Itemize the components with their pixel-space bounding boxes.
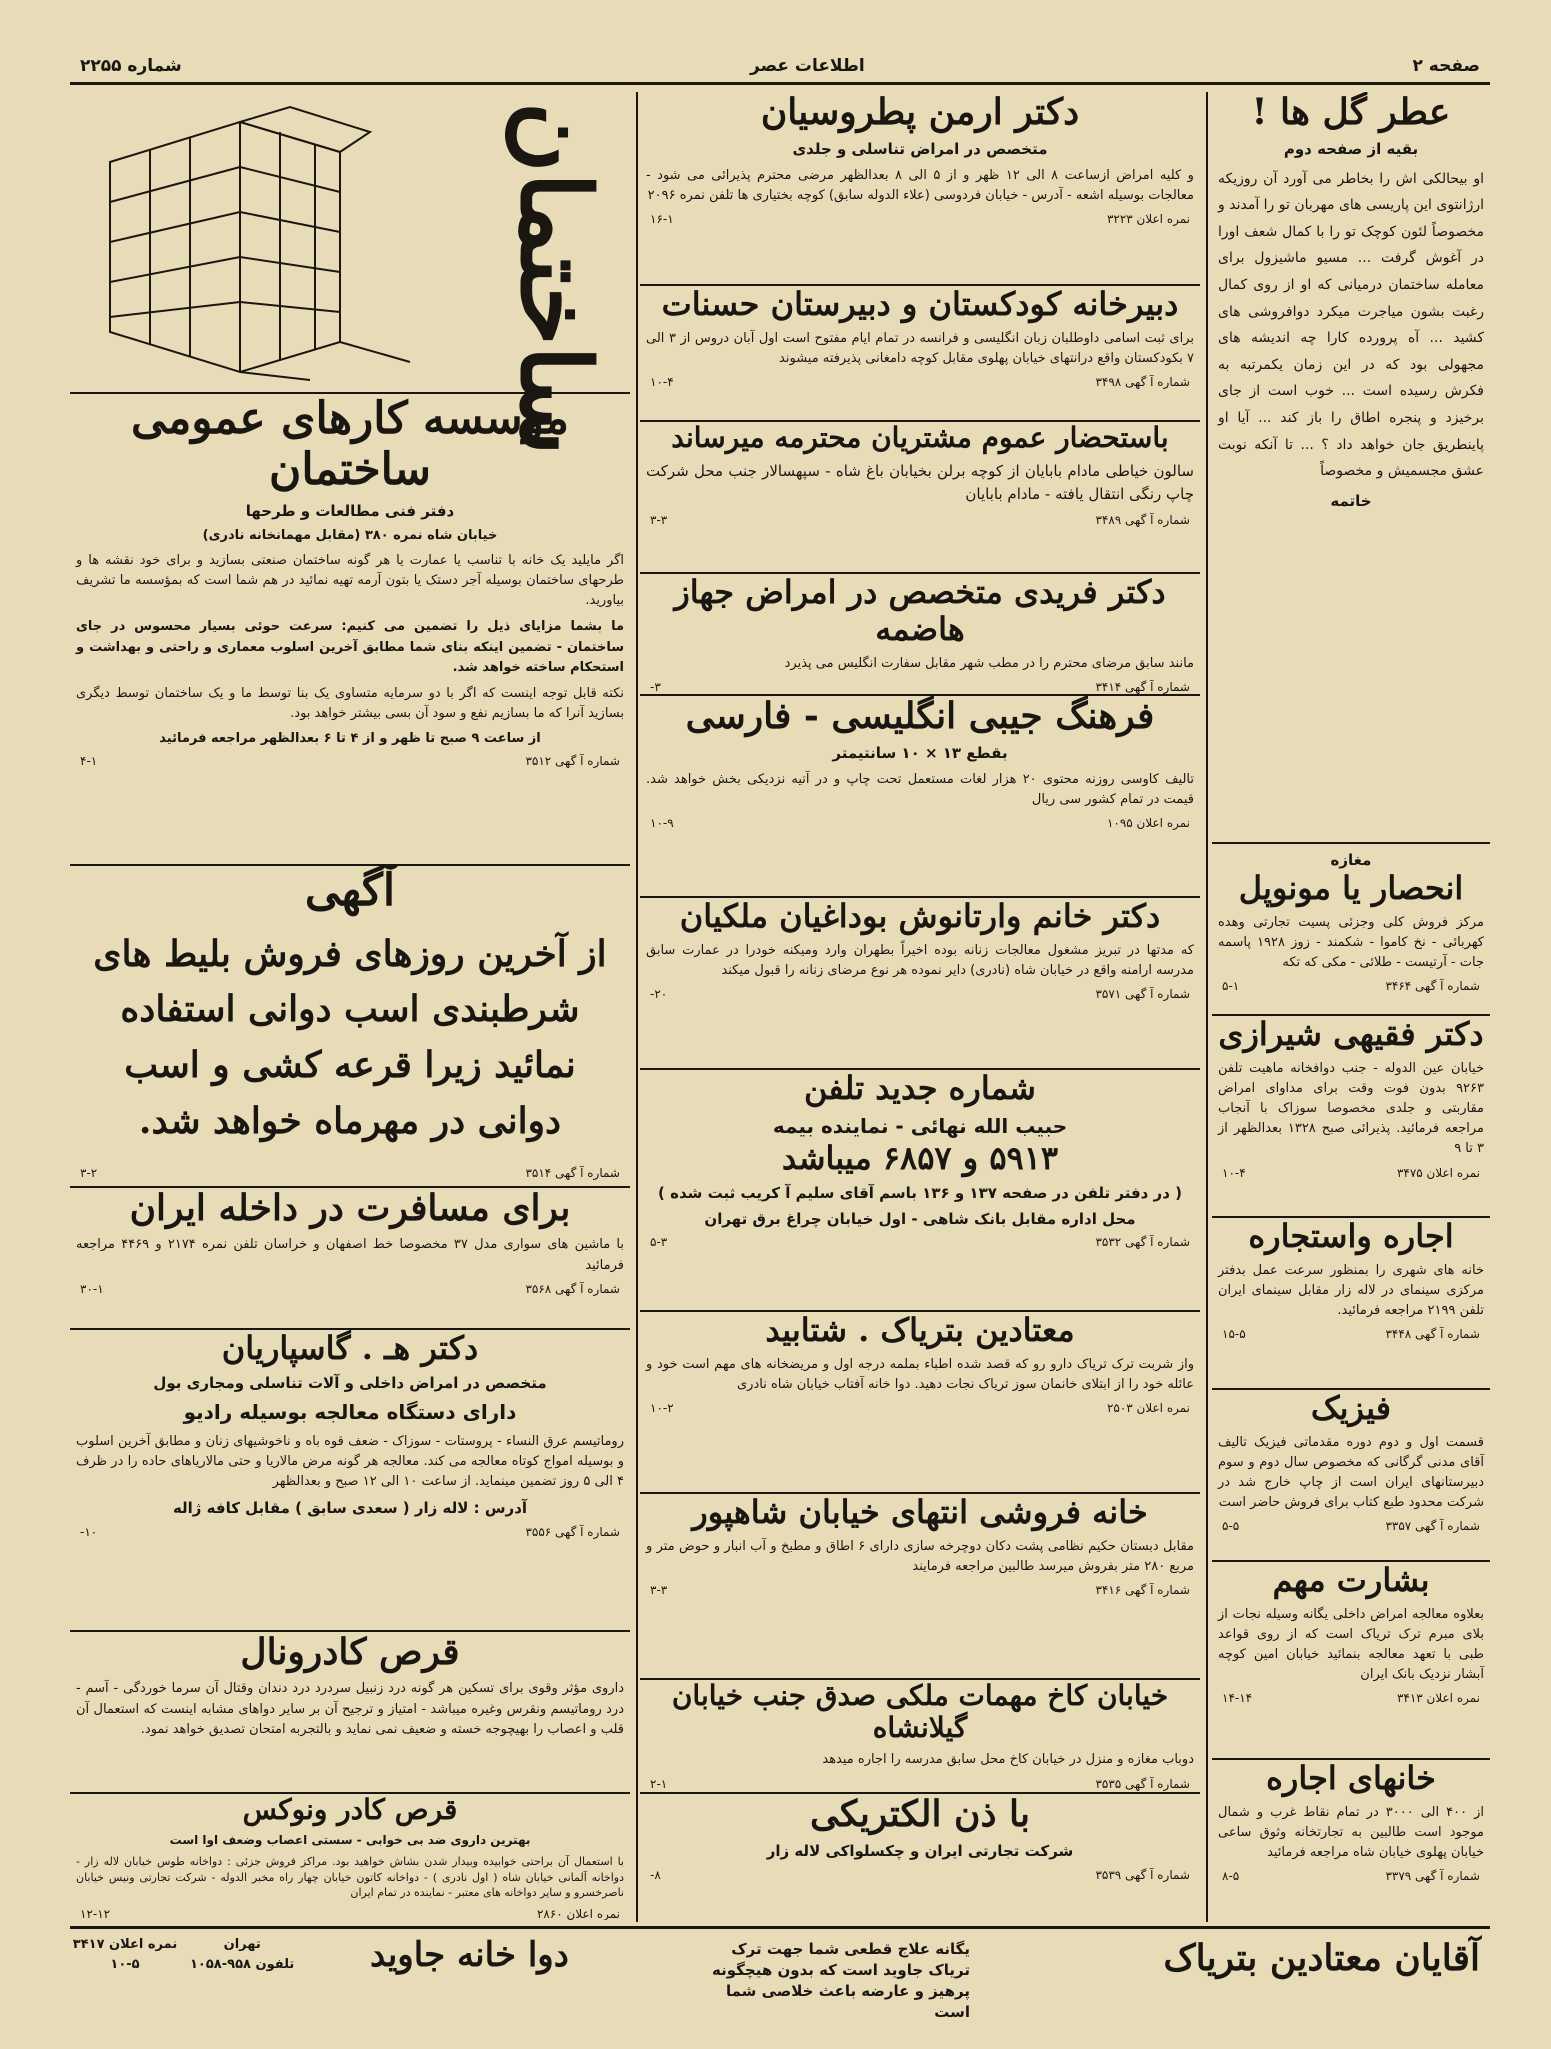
ad-besharat	[1212, 1562, 1490, 1760]
ad-address: خیابان شاه نمره ۳۸۰ (مقابل مهمانخانه نادری)	[202, 528, 498, 544]
ad-number: شماره آ گهی ۳۴۴۸	[1385, 1327, 1480, 1342]
banner-text: یگانه علاج قطعی شما جهت ترک تریاک جاوید است که بدون هیچگونه پرهیز و عارضه باعث خلاصی شما است	[712, 1940, 970, 2021]
ad-body: داروی مؤثر وقوی برای تسکین هر گونه درد زنبیل سردرد درد دندان وقتال آن سرما خوردگی - آسم - درد روماتیسم ونقرس وغیره میباشد - امتیاز و ترجیح آن بر سایر دواهای مشابه اینست که استعمال آن قلب و اعصاب را بهیچوجه خسته و ضعیف نمی نماید و بالتجربه امتحان تصدیق خواهد نمود.	[76, 1681, 624, 1737]
ad-number: شماره آ گهی ۳۵۳۲	[1095, 1235, 1190, 1250]
ad-body: دوباب مغازه و منزل در خیابان کاخ محل سابق مدرسه را اجاره میدهد	[822, 1752, 1194, 1768]
banner-phone	[190, 1935, 294, 1974]
ad-dr-gasparian	[70, 1330, 630, 1632]
newspaper-name: اطلاعات عصر	[750, 56, 865, 76]
ad-dr-petrosian	[640, 92, 1200, 286]
ad-ghors-kadronox	[70, 1794, 630, 1920]
ad-khane-ejare	[1212, 1760, 1490, 1920]
ad-body: مانند سابق مرضای محترم را در مطب شهر مقابل سفارت انگلیس می پذیرد	[784, 655, 1194, 671]
ad-body: مرکز فروش کلی وجزئی پسیت تجارتی وهده کهربائی - نخ کاموا - شکمند - زوز ۱۹۲۸ پاسمه جات - آرتیست - طلائی - مکی که تکه	[1218, 915, 1484, 971]
ad-telefon	[640, 1070, 1200, 1312]
banner-city: تهران	[223, 1937, 261, 1952]
ad-title: اجاره واستجاره	[1248, 1218, 1454, 1255]
ad-number: شماره آ گهی ۳۴۱۶	[1095, 1583, 1190, 1598]
bottom-banner-ad	[70, 1926, 1490, 2021]
ad-body: با ماشین های سواری مدل ۳۷ مخصوصا خط اصفهان و خراسان تلفن نمره ۲۱۷۴ و ۴۴۶۹ مراجعه فرمائید	[76, 1237, 624, 1273]
ad-atr-gol-ha	[1212, 92, 1490, 844]
ad-title: معتادین بتریاک . شتابید	[765, 1312, 1075, 1349]
ad-number: نمره اعلان ۱۰۹۵	[1106, 815, 1190, 830]
ad-title: قرص کادرونال	[240, 1632, 460, 1673]
ad-title: آگهی	[304, 866, 396, 916]
column-middle	[640, 92, 1200, 1922]
ad-title: دبیرخانه کودکستان و دبیرستان حسنات	[661, 286, 1179, 323]
ad-code: ۱۰-۴	[1222, 1165, 1246, 1180]
page-number: صفحه ۲	[1412, 56, 1480, 76]
ad-subtitle: بهترین داروی ضد بی خوابی - سستی اعصاب وضعف اوا است	[169, 1833, 531, 1848]
ad-code: ۱۰-۲	[650, 1401, 674, 1416]
ad-body: مقابل دبستان حکیم نظامی پشت دکان دوچرخه سازی دارای ۶ اطاق و مطبخ و آب انبار و حوض متر و مربع ۲۸۰ متر بفروش میرسد طالبین مراجعه فرمایند	[646, 1538, 1194, 1574]
story-subtitle: بقیه از صفحه دوم	[1283, 140, 1419, 159]
ad-code: ۱۵-۵	[1222, 1327, 1246, 1342]
ad-number: نمره اعلان ۳۴۱۳	[1396, 1691, 1480, 1706]
ad-kicker: مغازه	[1330, 851, 1372, 869]
ad-title: فرهنگ جیبی انگلیسی - فارسی	[685, 696, 1155, 737]
ad-number: نمره اعلان ۲۸۶۰	[536, 1906, 620, 1920]
ad-code: ۳۰-۱	[80, 1281, 104, 1296]
ad-physic	[1212, 1390, 1490, 1562]
ad-code: ۱۰-۴	[650, 375, 674, 390]
ad-body: سالون خیاطی مادام بابایان از کوچه برلن بخیابان باغ شاه - سپهسالار جنب محل شرکت چاپ رنگی انتقال یافته - مادام بابایان	[646, 462, 1194, 504]
ad-shashtabid	[640, 1312, 1200, 1494]
ad-number: شماره آ گهی ۳۳۵۷	[1385, 1519, 1480, 1534]
ad-note: ( در دفتر تلفن در صفحه ۱۳۷ و ۱۳۶ باسم آقای سلیم آ کریب ثبت شده )	[658, 1183, 1182, 1202]
story-body: او بیحالکی اش را بخاطر می آورد آن روزیکه ارژانتوی این پاریسی های مهربان تو را آمدند و مخصوصاً لئون کوچک تو را با کمال شعف اورا در آغوش گرفت ... مسیو ماشیزول برای معامله ساختمان درمیانی که او از روی کمال رغبت بشون میاجرت میکرد دوافروشی های کشید ... آه پرورده کارا چه اندیشه های مجهولی بود که در این زمان یکمرتبه به فکرش رسیده است ... خوب است از جای برخیزد و پنجره اطاق را باز کند ... آیا او پاینطریق جان خواهد داد ؟ ... تا آنکه نوبت عشق مجسمیش و مخصوصاً	[1218, 170, 1484, 480]
ad-body: خیابان عین الدوله - جنب دوافخانه ماهیت تلفن ۹۲۶۳ بدون فوت وقت برای مداوای امراض مقاربتی و جلدی مخصوصا سوزاک با آنجاب مراجعه فرمائید. پذیرائی صبح ۱۳۲۸ بعدالظهر از ۳ تا ۹	[1218, 1060, 1484, 1157]
ad-title: دکتر هـ . گاسپاریان	[221, 1330, 479, 1367]
ad-code: ۱۶-۱	[650, 211, 674, 226]
ad-body: با استعمال آن براحتی خوابیده وبیدار شدن بشاش خواهید بود. مراکز فروش جزئی : دواخانه طوس خیابان لاله زار - دواخانه آلمانی خیابان شاه ( اول نادری ) - دواخانه کاتون خیابان چهار راه مخبر الدوله - شرکت تجارتی ونیس خیابان ناصرخسرو و سایر دواخانه های معتبر - نماینده در تمام ایران	[76, 1855, 624, 1900]
ad-dr-faridi	[640, 574, 1200, 696]
column-rule	[1206, 92, 1208, 1922]
ad-body: و کلیه امراض ازساعت ۸ الی ۱۲ ظهر و از ۵ الی ۸ بعدالظهر مرضی محترم پذیرائی می شود - معالجات بوسیله اشعه - آدرس - خیابان فردوسی (علاء الدوله سابق) کوچه بختیاری ها تلفن نمره ۲۰۹۶	[646, 167, 1194, 203]
ad-body: که مدتها در تبریز مشغول معالجات زنانه بوده اخیراً بطهران وارد ومیکنه خودرا در عمارت سابق مدرسه ارامنه واقع در خیابان شاه (نادری) دایر نموده هر نوع مرضای زنانه را قبول میکند	[646, 942, 1194, 978]
ad-bazan	[640, 1794, 1200, 1920]
ad-code: ۳-۲	[80, 1165, 98, 1180]
ad-body: ما بشما مزایای ذیل را تضمین می کنیم: سرعت حوئی بسیار محسوس در جای ساختمان - تضمین اینکه بنای شما مطابق آخرین اسلوب معماری و راحتی و بهداشت و استحکام ساخته خواهد شد.	[76, 619, 624, 675]
ad-number: شماره آ گهی ۳۵۵۶	[525, 1524, 620, 1539]
banner-headline: آقایان معتادین بتریاک	[1163, 1937, 1480, 1979]
ad-code: ۱۰-۵	[110, 1956, 140, 1972]
ad-body: بعلاوه معالجه امراض داخلی یگانه وسیله نجات از بلای مبرم ترک تریاک است که از روی قواعد طبی با تعهد معالجه بنمائید خیابان امین کوچه آبشار نزدیک بانک ایران	[1218, 1606, 1484, 1683]
ad-agahi	[70, 866, 630, 1188]
ad-sadegh	[640, 1680, 1200, 1794]
ad-ejare	[1212, 1218, 1490, 1390]
ad-body: روماتیسم عرق النساء - پروستات - سوزاک - ضعف قوه باه و ناخوشیهای زنان و مطابق آخرین اسلوب و بوسیله امواج کوتاه معالجه می کند. معالجه هر گونه مرض مالاریا و حتی مالاریاهای حاده را در ظرف ۴ الی ۵ روز تضمین مینماید. از ساعت ۱۰ الی ۱۲ صبح و بعدالظهر	[76, 1434, 624, 1490]
ad-number: شماره آ گهی ۳۵۶۸	[525, 1281, 620, 1296]
ad-subtitle: دارای دستگاه معالجه بوسیله رادیو	[183, 1400, 517, 1425]
ad-code: ۵-۵	[1222, 1519, 1240, 1534]
ad-title: دکتر خانم وارتانوش بوداغیان ملکیان	[679, 898, 1161, 935]
ad-body: واز شربت ترک تریاک دارو رو که قصد شده اطباء بملمه درجه اول و مریضخانه های مهم است خود و عائله خود را از ابتلای خانمان سوز تریاک نجات دهید. دوا خانه آفتاب خیابان شاه نادری	[646, 1356, 1194, 1392]
ad-title: خیابان کاخ مهمات ملکی صدق جنب خیابان گیلانشاه	[671, 1680, 1169, 1745]
ad-code: ۳-۳	[650, 512, 668, 527]
ad-address: محل اداره مقابل بانک شاهی - اول خیابان چراغ برق تهران	[704, 1209, 1136, 1228]
ad-number: شماره آ گهی ۳۵۱۴	[525, 1165, 620, 1180]
ad-code: ۱۰-۹	[650, 815, 674, 830]
ad-shapur-house	[640, 1494, 1200, 1680]
ad-number: شماره آ گهی ۳۴۹۸	[1095, 375, 1190, 390]
ad-title: انحصار یا مونوپل	[1238, 869, 1464, 908]
ad-body: برای ثبت اسامی داوطلبان زبان انگلیسی و فرانسه در تمام ایام مفتوح است اول آبان دروس از ۳ الی ۷ بکودکستان واقع درانتهای خیابان پهلوی مقابل کوچه دامغانی پذیرفته میشوند	[646, 330, 1195, 366]
ad-body: تالیف کاوسی روزنه محتوی ۲۰ هزار لغات مستعمل تحت چاپ و در آتیه نزدیکی بخش خواهد شد. قیمت در تمام کشور سی ریال	[646, 771, 1195, 807]
ad-title: موسسه کارهای عمومی ساختمان	[131, 394, 569, 495]
ad-hours: از ساعت ۹ صبح تا ظهر و از ۴ تا ۶ بعدالظهر مراجعه فرمائید	[159, 731, 541, 747]
ad-title: قرص کادر ونوکس	[242, 1794, 458, 1826]
ad-code: ۸-	[650, 1867, 661, 1882]
ad-body: نکته قابل توجه اینست که اگر با دو سرمایه متساوی یک بنا توسط ما و یک ساختمان توسط دیگری بسازید آنرا که ما بسازیم نفع و سود آن بسی بیشتر خواهد بود.	[76, 685, 624, 721]
column-rule	[636, 92, 638, 1922]
ad-text: از آخرین روزهای فروش بلیط های شرطبندی اسب دوانی استفاده نمائید زیرا قرعه کشی و اسب دوانی در مهرماه خواهد شد.	[93, 932, 607, 1142]
ad-code: ۱۲-۱۲	[80, 1906, 111, 1920]
calligraphy-title: ساختمان	[499, 102, 612, 456]
ad-subtitle: حبیب الله نهائی - نماینده بیمه	[772, 1113, 1068, 1138]
ad-code: ۳-	[650, 679, 661, 694]
ad-subtitle: دفتر فنی مطالعات و طرحها	[245, 502, 455, 521]
ad-number: شماره آ گهی ۳۳۷۹	[1385, 1869, 1480, 1884]
ad-title: فیزیک	[1310, 1390, 1392, 1427]
ad-title: باستحضار عموم مشتریان محترمه میرساند	[671, 422, 1169, 454]
ad-title: برای مسافرت در داخله ایران	[129, 1188, 571, 1229]
ad-number: شماره آ گهی ۳۵۷۱	[1095, 987, 1190, 1002]
ad-hasanat-school	[640, 286, 1200, 422]
ad-code: ۲-۱	[650, 1776, 668, 1791]
ad-code: ۱۰-	[80, 1524, 98, 1539]
ad-number: شماره آ گهی ۳۴۶۴	[1385, 979, 1480, 994]
ad-mosaseh	[70, 394, 630, 866]
ad-body: از ۴۰۰ الی ۳۰۰۰ در تمام نقاط غرب و شمال موجود است طالبین به تجارتخانه وثوق ساعی خیابان پهلوی خیابان شاه مراجعه فرمائید	[1218, 1804, 1484, 1861]
ad-number: شماره آ گهی ۳۴۸۹	[1095, 512, 1190, 527]
ad-number: نمره اعلان ۲۵۰۳	[1106, 1401, 1190, 1416]
ad-body: اگر مایلید یک خانه با تناسب یا عمارت یا هر گونه ساختمان صنعتی بسازید و برای خود نقشه ها و طرحهای ساختمان بوسیله آجر دستک یا بتون آرمه تهیه نمائید در هم شما است که بمؤسسه ما تشریف بیاورید.	[76, 552, 624, 609]
ad-number: شماره آ گهی ۳۵۳۹	[1095, 1867, 1190, 1882]
ad-mosaferat	[70, 1188, 630, 1330]
ad-subtitle: متخصص در امراض تناسلی و جلدی	[792, 140, 1048, 159]
column-right	[1212, 92, 1490, 1922]
ad-code: ۱۴-۱۴	[1222, 1691, 1253, 1706]
ad-title: شماره جدید تلفن	[804, 1070, 1036, 1107]
column-left	[70, 92, 630, 1922]
issue-number: شماره ۲۲۵۵	[80, 56, 182, 76]
ad-phone-numbers: ۵۹۱۳ و ۶۸۵۷ میباشد	[781, 1138, 1059, 1177]
ad-code: ۴-۱	[80, 753, 98, 768]
ad-ghors-kadronal	[70, 1632, 630, 1794]
masthead	[70, 52, 1490, 85]
ad-number: نمره اعلان ۳۲۲۳	[1106, 211, 1190, 226]
ad-farhang	[640, 696, 1200, 898]
ad-title: دکتر فقیهی شیرازی	[1218, 1016, 1484, 1053]
ad-address: آدرس : لاله زار ( سعدی سابق ) مقابل کافه ژاله	[172, 1499, 528, 1518]
ad-dr-dagheyan	[640, 898, 1200, 1070]
banner-phone-number: تلفون ۹۵۸-۱۰۵۸	[190, 1956, 295, 1972]
ad-subtitle: بقطع ۱۳ × ۱۰ سانتیمتر	[832, 744, 1008, 763]
ad-estehzar	[640, 422, 1200, 574]
ad-number: شماره آ گهی ۳۵۱۲	[525, 753, 620, 768]
ad-title: خانهای اجاره	[1266, 1760, 1436, 1797]
ad-title: دکتر ارمن پطروسیان	[760, 92, 1080, 133]
ad-monopol	[1212, 844, 1490, 1016]
ad-number: نمره اعلان ۳۴۷۵	[1396, 1165, 1480, 1180]
ad-code: ۵-۱	[1222, 979, 1240, 994]
ad-subtitle: شرکت تجارتی ایران و چکسلواکی لاله زار	[766, 1842, 1074, 1861]
ad-code: ۵-۳	[650, 1235, 668, 1250]
ad-code: ۳-۳	[650, 1583, 668, 1598]
ad-dr-faghihi	[1212, 1016, 1490, 1218]
ad-code: ۸-۵	[1222, 1869, 1240, 1884]
ad-number: شماره آ گهی ۳۵۳۵	[1095, 1776, 1190, 1791]
ad-title: دکتر فریدی متخصص در امراض جهاز هاضمه	[674, 574, 1166, 648]
story-title: عطر گل ها !	[1251, 92, 1451, 133]
ad-title: خانه فروشی انتهای خیابان شاهپور	[692, 1494, 1148, 1531]
ad-code: ۲۰-	[650, 987, 668, 1002]
banner-ad-number	[70, 1935, 180, 1974]
building-illustration	[90, 102, 430, 382]
ad-body: قسمت اول و دوم دوره مقدماتی فیزیک تالیف آقای مدنی گرگانی که مخصوص سال دوم و سوم دبیرستانهای ایران است از چاپ خارج شد در شرکت محدود طبع کتاب برای فروش حاضر است	[1218, 1434, 1484, 1511]
ad-subtitle: متخصص در امراض داخلی و آلات تناسلی ومجاری بول	[153, 1373, 547, 1392]
ad-body: خانه های شهری را بمنظور سرعت عمل بدفتر مرکزی سینمای در لاله زار مقابل سینمای ایران تلفن ۲۱۹۹ مراجعه فرمائید.	[1218, 1262, 1484, 1319]
ad-number: نمره اعلان ۳۴۱۷	[72, 1937, 178, 1952]
ad-title: بشارت مهم	[1272, 1562, 1430, 1599]
banner-pharmacy-name: دوا خانه جاوید	[370, 1935, 569, 1975]
ad-title: با ذن الکتریکی	[809, 1794, 1030, 1835]
story-end: خاتمه	[1330, 491, 1372, 510]
ad-number: شماره آ گهی ۳۴۱۴	[1095, 679, 1190, 694]
